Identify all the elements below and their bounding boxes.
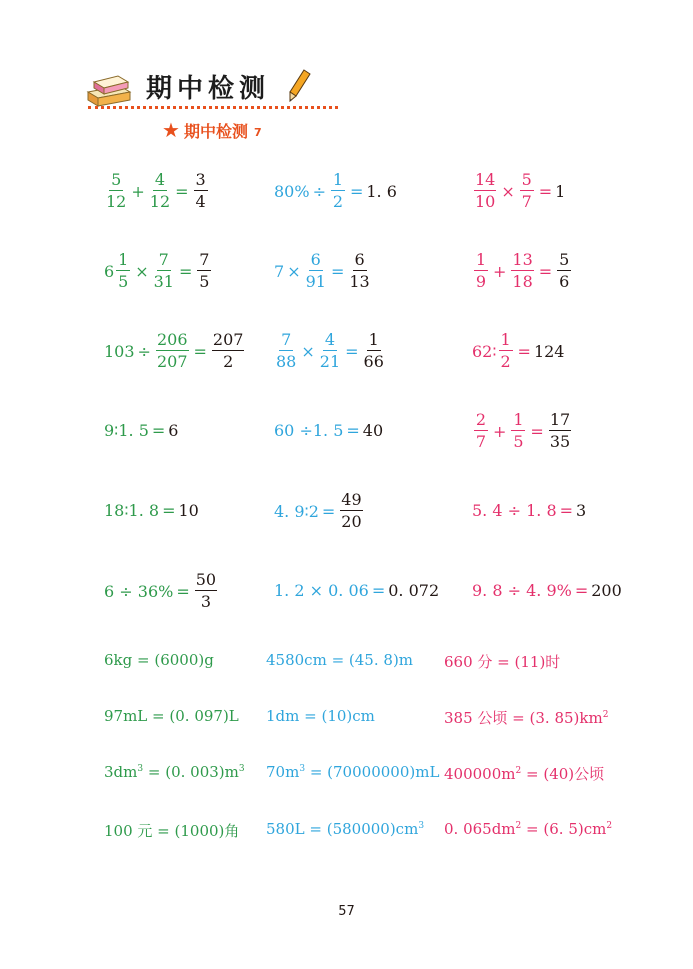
math-token: + xyxy=(493,261,507,281)
math-token: 2 xyxy=(515,766,522,776)
math-token: + xyxy=(493,421,507,441)
math-token: = xyxy=(330,261,345,281)
math-token: 7 xyxy=(158,250,169,269)
math-token xyxy=(474,252,488,290)
math-token: 1 xyxy=(513,410,524,429)
math-token: 70000000 xyxy=(333,763,410,781)
math-token: 124 xyxy=(533,341,565,361)
math-token: )km xyxy=(573,709,603,727)
header-underline xyxy=(88,106,338,109)
math-token: 2 xyxy=(475,410,487,429)
subtitle-number: 7 xyxy=(253,125,262,139)
unit-u4-c3 xyxy=(444,820,612,838)
math-token: 5 xyxy=(559,250,570,269)
math-token: 49 xyxy=(341,490,362,509)
math-token xyxy=(331,172,345,210)
math-token: 6 xyxy=(559,272,570,291)
math-token xyxy=(364,332,384,370)
math-token: 0. 072 xyxy=(388,581,440,600)
expr-r4-c3 xyxy=(472,412,573,450)
math-token: 6 xyxy=(310,250,321,269)
math-token: 4 xyxy=(324,330,336,349)
expr-r6-c2 xyxy=(274,581,439,600)
expr-r4-c2 xyxy=(274,421,383,440)
math-token xyxy=(511,252,533,290)
page-number: 57 xyxy=(338,904,355,919)
math-token xyxy=(197,252,211,290)
math-token: )cm xyxy=(346,707,375,725)
math-token: 400000m xyxy=(444,765,516,783)
math-token xyxy=(474,172,496,210)
math-token: 3 xyxy=(299,764,306,774)
math-token: 12 xyxy=(106,192,127,211)
star-icon: ★ xyxy=(162,118,180,142)
section-subtitle xyxy=(162,118,262,142)
math-token xyxy=(116,252,130,290)
math-token: = xyxy=(345,341,359,361)
math-token: 660 分 = ( xyxy=(444,653,521,671)
math-token: 3 xyxy=(137,764,144,774)
math-token: × xyxy=(287,261,301,281)
math-token: )cm xyxy=(389,820,419,838)
subtitle-text: 期中检测 xyxy=(183,121,248,141)
math-token: 91 xyxy=(305,272,326,291)
math-token: 9∶1. 5 xyxy=(104,421,149,440)
math-token: )g xyxy=(198,651,214,669)
page-title: 期中检测 xyxy=(146,74,271,104)
math-token: 3 xyxy=(195,170,206,189)
expr-r3-c1 xyxy=(104,332,246,370)
unit-u2-c1 xyxy=(104,707,239,725)
math-token xyxy=(557,252,571,290)
math-token: 45. 8 xyxy=(354,651,393,669)
math-token: 40 xyxy=(549,765,569,783)
math-token: = xyxy=(349,181,364,201)
unit-u1-c1 xyxy=(104,651,214,669)
math-token: = xyxy=(178,261,193,281)
math-token: 2 xyxy=(223,352,234,371)
math-token: = xyxy=(517,341,531,361)
math-token xyxy=(195,572,217,610)
math-token: )时 xyxy=(539,653,561,671)
pencil-icon xyxy=(286,68,312,104)
math-token: 3 xyxy=(576,501,587,520)
math-token: 6. 5 xyxy=(549,820,578,838)
math-token: 10 xyxy=(327,707,347,725)
math-token: 3 xyxy=(418,821,425,831)
math-token: = xyxy=(151,421,166,440)
math-token: )L xyxy=(222,707,239,725)
math-token: = xyxy=(193,341,207,361)
math-token xyxy=(150,172,170,210)
math-token: = xyxy=(538,181,553,201)
math-token: 1 xyxy=(118,250,129,269)
math-token xyxy=(520,172,534,210)
math-token: 3 xyxy=(238,764,245,774)
math-token: 7 xyxy=(199,250,210,269)
math-token: 1 xyxy=(500,330,511,349)
math-token: 7 xyxy=(281,330,292,349)
math-token: = xyxy=(176,581,190,601)
math-token: 103 xyxy=(104,341,135,361)
math-token: 66 xyxy=(363,352,384,371)
math-token: 60 ÷1. 5 xyxy=(274,421,344,440)
math-token: = xyxy=(371,581,386,600)
math-token: = xyxy=(530,421,544,441)
math-token: 2 xyxy=(500,352,511,371)
math-token: 9 xyxy=(475,272,487,291)
math-token: ÷ xyxy=(312,181,326,201)
math-token: 1 xyxy=(368,330,379,349)
math-token: 31 xyxy=(153,272,174,291)
math-token: 11 xyxy=(520,653,540,671)
math-token: 10 xyxy=(178,501,199,520)
math-token: )cm xyxy=(577,820,607,838)
math-token: 5 xyxy=(199,272,210,291)
math-token: 5 xyxy=(118,272,129,291)
math-token: 2 xyxy=(602,710,609,720)
math-token: 2 xyxy=(515,821,522,831)
math-token: = xyxy=(574,581,589,600)
math-token: 80% xyxy=(274,181,310,201)
expr-r2-c1 xyxy=(104,252,213,290)
math-token: = xyxy=(175,181,189,201)
unit-u1-c3 xyxy=(444,651,560,672)
unit-u3-c2 xyxy=(266,763,439,781)
expr-r1-c3 xyxy=(472,172,565,210)
math-token: = ( xyxy=(521,820,550,838)
math-token: 4580cm = ( xyxy=(266,651,355,669)
math-token: ÷ xyxy=(137,341,151,361)
math-token: × xyxy=(135,261,149,281)
math-token: 6 ÷ 36% xyxy=(104,581,174,601)
expr-r6-c1 xyxy=(104,572,219,610)
math-token: × xyxy=(301,341,315,361)
math-token: = ( xyxy=(305,763,334,781)
math-token: 7 xyxy=(475,432,487,451)
math-token xyxy=(549,412,571,450)
expr-r2-c3 xyxy=(472,252,573,290)
math-token: )mL xyxy=(409,763,440,781)
math-token: 5 xyxy=(513,432,524,451)
math-token: 88 xyxy=(276,352,297,371)
math-token: 5 xyxy=(111,170,122,189)
math-token xyxy=(276,332,296,370)
math-token: 207 xyxy=(156,352,188,371)
math-token: 1000 xyxy=(180,822,219,840)
math-token: 40 xyxy=(362,421,384,440)
math-token: 97mL = ( xyxy=(104,707,176,725)
math-token xyxy=(154,252,174,290)
math-token: 18 xyxy=(512,272,533,291)
expr-r2-c2 xyxy=(274,252,372,290)
unit-u4-c1 xyxy=(104,820,239,841)
math-token: 6 xyxy=(168,421,179,440)
math-token: = ( xyxy=(143,763,172,781)
math-token: 3dm xyxy=(104,763,138,781)
unit-u3-c1 xyxy=(104,763,245,781)
math-token: 4 xyxy=(154,170,166,189)
expr-r1-c1 xyxy=(104,172,210,210)
unit-u4-c2 xyxy=(266,820,424,838)
unit-u3-c3 xyxy=(444,763,604,784)
expr-r6-c3 xyxy=(472,581,622,600)
math-token: 3 xyxy=(200,592,211,611)
math-token: 21 xyxy=(319,352,341,371)
expr-r5-c2 xyxy=(274,492,365,530)
math-token: 13 xyxy=(512,250,533,269)
math-token: 4 xyxy=(195,192,206,211)
math-token: 10 xyxy=(475,192,496,211)
expr-r1-c2 xyxy=(274,172,397,210)
expr-r5-c3 xyxy=(472,501,586,520)
math-token xyxy=(194,172,208,210)
math-token xyxy=(306,252,326,290)
math-token xyxy=(349,252,369,290)
math-token: )公顷 xyxy=(568,765,605,783)
math-token: = xyxy=(346,421,360,440)
section-header xyxy=(84,66,344,110)
math-token: 9. 8 ÷ 4. 9% xyxy=(472,581,572,600)
math-token: 0. 097 xyxy=(175,707,223,725)
math-token: 1. 2 × 0. 06 xyxy=(274,581,369,600)
math-token: 14 xyxy=(475,170,496,189)
math-token xyxy=(156,332,189,370)
math-token: 207 xyxy=(212,330,244,349)
math-token xyxy=(499,332,513,370)
math-token: 12 xyxy=(149,192,171,211)
math-token: )m xyxy=(392,651,414,669)
expr-r4-c1 xyxy=(104,421,178,440)
math-token: 6 xyxy=(354,250,365,269)
expr-r3-c2 xyxy=(274,332,386,370)
math-token: 580000 xyxy=(332,820,390,838)
math-token: 18∶1. 8 xyxy=(104,501,160,520)
math-token: 20 xyxy=(341,512,362,531)
math-token: 1. 6 xyxy=(366,181,397,201)
math-token: × xyxy=(501,181,515,201)
math-token: 6kg = ( xyxy=(104,651,161,669)
math-token: 70m xyxy=(266,763,300,781)
math-token: )角 xyxy=(218,822,240,840)
math-token: 1dm = ( xyxy=(266,707,328,725)
unit-u1-c2 xyxy=(266,651,413,669)
unit-u2-c2 xyxy=(266,707,375,725)
math-token: 0. 003 xyxy=(171,763,219,781)
math-token xyxy=(106,172,126,210)
math-token: )m xyxy=(218,763,239,781)
math-token xyxy=(474,412,488,450)
math-token: 4. 9∶2 xyxy=(274,501,319,521)
math-token: 5. 4 ÷ 1. 8 xyxy=(472,501,557,520)
math-token: 62∶ xyxy=(472,341,497,361)
math-token: 1 xyxy=(332,170,344,189)
expr-r3-c3 xyxy=(472,332,564,370)
math-token: = xyxy=(559,501,574,520)
expr-r5-c1 xyxy=(104,501,199,520)
math-token xyxy=(320,332,340,370)
math-token: 6000 xyxy=(160,651,199,669)
math-token: 385 公顷 = ( xyxy=(444,709,536,727)
math-token xyxy=(340,492,362,530)
math-token: 5 xyxy=(521,170,532,189)
math-token: 50 xyxy=(195,570,217,589)
math-token: = ( xyxy=(521,765,550,783)
math-token: 200 xyxy=(591,581,622,600)
math-token: 3. 85 xyxy=(535,709,574,727)
math-token xyxy=(511,412,525,450)
math-token: 7 xyxy=(521,192,532,211)
math-token: 580L = ( xyxy=(266,820,333,838)
math-token: 0. 065dm xyxy=(444,820,516,838)
math-token: 2 xyxy=(606,821,613,831)
math-token: 100 元 = ( xyxy=(104,822,181,840)
math-token: 1 xyxy=(555,181,566,201)
math-token xyxy=(212,332,245,370)
math-token: = xyxy=(538,261,553,281)
math-token: 35 xyxy=(549,432,571,451)
math-token: 6 xyxy=(104,261,115,281)
unit-u2-c3 xyxy=(444,707,608,728)
math-token: 206 xyxy=(156,330,188,349)
math-token: = xyxy=(321,501,336,521)
math-token: 1 xyxy=(475,250,487,269)
math-token: + xyxy=(131,181,145,201)
math-token: 17 xyxy=(549,410,571,429)
math-token: = xyxy=(162,501,176,520)
math-token: 7 xyxy=(274,261,285,281)
math-token: 2 xyxy=(332,192,344,211)
books-icon xyxy=(84,70,144,110)
math-token: 13 xyxy=(349,272,370,291)
